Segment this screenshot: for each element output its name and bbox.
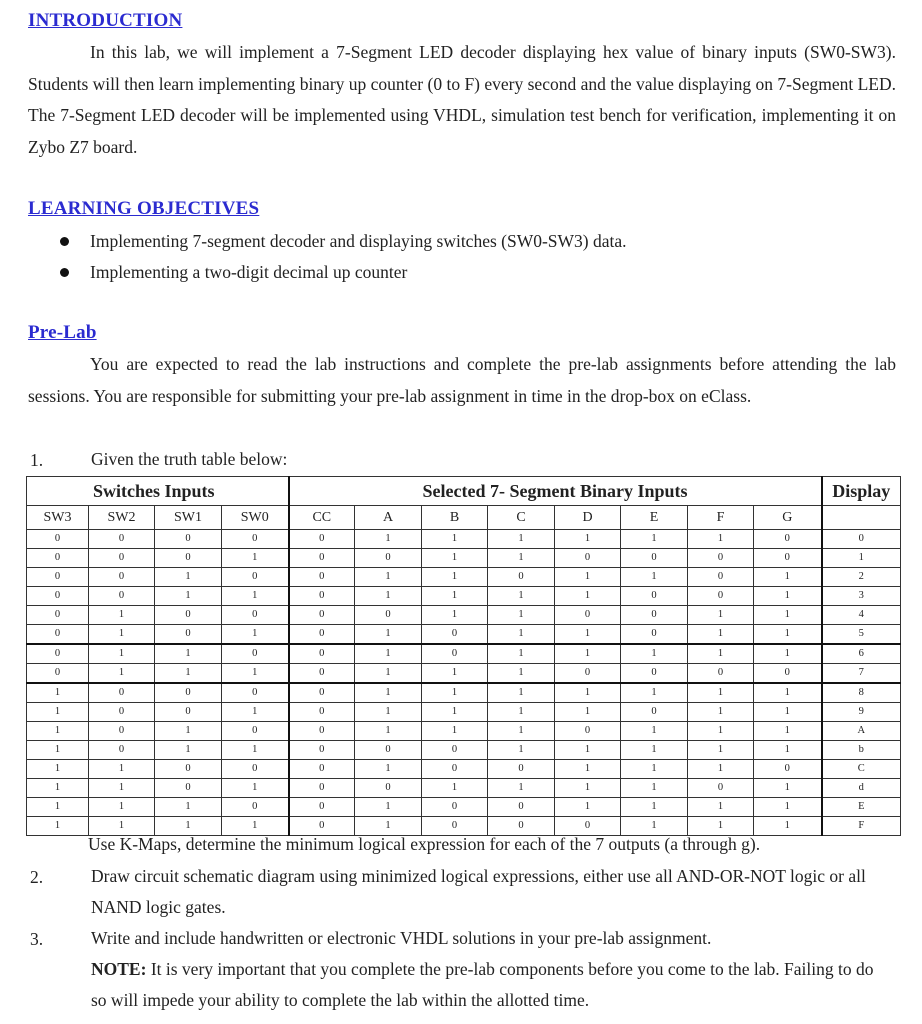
table-row [27, 683, 901, 703]
table-cell: 0 [155, 530, 222, 549]
table-cell: 0 [155, 760, 222, 779]
table-cell: 1 [155, 722, 222, 741]
table-cell: 1 [155, 664, 222, 684]
table-cell: 0 [754, 549, 822, 568]
table-cell: 1 [27, 683, 89, 703]
bullet-icon [60, 237, 69, 246]
table-cell: 1 [488, 644, 555, 664]
table-cell: 1 [555, 760, 621, 779]
column-header: CC [289, 506, 355, 530]
table-cell: 0 [289, 568, 355, 587]
step-text: Given the truth table below: [91, 449, 288, 469]
step-number: 3. [30, 929, 44, 949]
column-header: E [621, 506, 688, 530]
table-cell: 1 [355, 683, 422, 703]
table-cell: 1 [89, 606, 155, 625]
table-cell: 1 [488, 722, 555, 741]
table-cell: 0 [289, 644, 355, 664]
table-cell: 0 [621, 606, 688, 625]
segment-inputs-header: Selected 7- Segment Binary Inputs [289, 477, 822, 506]
table-cell: 1 [688, 817, 754, 836]
table-cell: 1 [488, 779, 555, 798]
table-row [27, 741, 901, 760]
column-header: SW3 [27, 506, 89, 530]
display-cell: 4 [822, 606, 901, 625]
column-header: SW0 [222, 506, 289, 530]
table-cell: 0 [155, 606, 222, 625]
table-cell: 1 [688, 530, 754, 549]
switches-inputs-header: Switches Inputs [27, 477, 289, 506]
table-cell: 1 [89, 664, 155, 684]
table-cell: 1 [355, 644, 422, 664]
table-cell: 1 [27, 741, 89, 760]
table-cell: 0 [222, 568, 289, 587]
table-cell: 0 [222, 683, 289, 703]
display-cell: 2 [822, 568, 901, 587]
introduction-heading: INTRODUCTION [28, 10, 183, 31]
table-cell: 1 [754, 644, 822, 664]
table-cell: 0 [289, 798, 355, 817]
table-cell: 0 [89, 722, 155, 741]
table-cell: 0 [27, 644, 89, 664]
table-cell: 0 [289, 530, 355, 549]
table-cell: 0 [688, 779, 754, 798]
table-cell: 1 [422, 568, 488, 587]
table-cell: 1 [27, 817, 89, 836]
table-cell: 1 [222, 587, 289, 606]
table-cell: 1 [488, 549, 555, 568]
table-row [27, 779, 901, 798]
table-cell: 0 [621, 664, 688, 684]
table-cell: 1 [155, 644, 222, 664]
table-cell: 0 [621, 625, 688, 645]
table-cell: 1 [89, 817, 155, 836]
table-cell: 0 [155, 779, 222, 798]
table-cell: 0 [621, 703, 688, 722]
table-cell: 1 [555, 683, 621, 703]
objective-item: Implementing a two-digit decimal up counter [58, 257, 627, 288]
table-cell: 1 [155, 817, 222, 836]
table-cell: 0 [89, 587, 155, 606]
objective-item: Implementing 7-segment decoder and displaying switches (SW0-SW3) data. [58, 226, 627, 257]
table-cell: 1 [355, 798, 422, 817]
table-cell: 1 [688, 683, 754, 703]
display-cell: 5 [822, 625, 901, 645]
table-cell: 0 [289, 549, 355, 568]
table-cell: 0 [155, 625, 222, 645]
table-cell: 1 [222, 817, 289, 836]
column-header: F [688, 506, 754, 530]
table-cell: 0 [289, 703, 355, 722]
kmap-instruction: Use K-Maps, determine the minimum logical expression for each of the 7 outputs (a through g). [88, 834, 761, 854]
table-cell: 1 [222, 703, 289, 722]
table-cell: 0 [289, 683, 355, 703]
table-cell: 1 [222, 664, 289, 684]
column-header: SW2 [89, 506, 155, 530]
table-row [27, 722, 901, 741]
table-cell: 1 [422, 606, 488, 625]
table-cell: 1 [27, 722, 89, 741]
table-cell: 1 [555, 703, 621, 722]
table-cell: 1 [488, 530, 555, 549]
table-cell: 1 [488, 664, 555, 684]
table-cell: 0 [488, 760, 555, 779]
table-row [27, 644, 901, 664]
table-cell: 0 [27, 664, 89, 684]
table-cell: 1 [488, 606, 555, 625]
table-cell: 1 [754, 683, 822, 703]
truth-table [26, 476, 901, 836]
table-cell: 1 [355, 703, 422, 722]
table-row [27, 568, 901, 587]
column-header: C [488, 506, 555, 530]
table-cell: 1 [621, 722, 688, 741]
table-cell: 1 [688, 722, 754, 741]
table-cell: 1 [422, 587, 488, 606]
table-cell: 1 [355, 530, 422, 549]
table-cell: 1 [422, 530, 488, 549]
truth-table-group-header-row [27, 477, 901, 506]
table-cell: 0 [422, 817, 488, 836]
step-text: Write and include handwritten or electronic VHDL solutions in your pre-lab assignment. [91, 928, 712, 948]
table-cell: 1 [754, 625, 822, 645]
display-header: Display [822, 477, 901, 506]
table-cell: 1 [688, 625, 754, 645]
table-cell: 0 [555, 722, 621, 741]
truth-table-body [27, 506, 901, 836]
table-cell: 1 [688, 741, 754, 760]
display-cell: 9 [822, 703, 901, 722]
table-cell: 1 [621, 644, 688, 664]
table-cell: 1 [27, 798, 89, 817]
table-cell: 0 [289, 625, 355, 645]
display-cell: 3 [822, 587, 901, 606]
table-cell: 1 [688, 703, 754, 722]
display-cell: b [822, 741, 901, 760]
table-cell: 1 [488, 741, 555, 760]
table-row [27, 606, 901, 625]
column-header: D [555, 506, 621, 530]
table-cell: 0 [89, 703, 155, 722]
table-cell: 1 [422, 683, 488, 703]
introduction-paragraph: In this lab, we will implement a 7-Segment LED decoder displaying hex value of binary inputs (SW0-SW3). Students will then learn implementing binary up counter (0 to F) every second and the value displaying on 7-Segment LED. The 7-Segment LED decoder will be implemented using VHDL, simulation test bench for verification, implementing it on Zybo Z7 board. [28, 42, 897, 157]
table-cell: 0 [89, 549, 155, 568]
table-cell: 0 [488, 568, 555, 587]
table-cell: 1 [754, 703, 822, 722]
table-cell: 0 [355, 779, 422, 798]
table-cell: 1 [555, 530, 621, 549]
table-cell: 1 [688, 606, 754, 625]
table-cell: 0 [89, 683, 155, 703]
table-cell: 1 [422, 722, 488, 741]
table-cell: 1 [488, 587, 555, 606]
table-cell: 0 [555, 549, 621, 568]
table-cell: 1 [555, 568, 621, 587]
table-cell: 0 [222, 760, 289, 779]
table-cell: 0 [688, 568, 754, 587]
table-cell: 0 [27, 587, 89, 606]
table-cell: 1 [89, 760, 155, 779]
table-cell: 1 [688, 798, 754, 817]
table-cell: 0 [289, 722, 355, 741]
table-cell: 0 [27, 530, 89, 549]
table-cell: 0 [27, 625, 89, 645]
table-cell: 0 [621, 587, 688, 606]
table-row [27, 530, 901, 549]
table-cell: 0 [155, 683, 222, 703]
table-cell: 0 [555, 664, 621, 684]
table-cell: 0 [688, 587, 754, 606]
table-row [27, 760, 901, 779]
table-row [27, 549, 901, 568]
table-cell: 1 [555, 625, 621, 645]
table-cell: 1 [621, 568, 688, 587]
table-cell: 1 [89, 644, 155, 664]
step-text: Draw circuit schematic diagram using minimized logical expressions, either use all AND-OR-NOT logic or all NAND logic gates. [91, 866, 866, 917]
table-cell: 0 [355, 549, 422, 568]
column-header: B [422, 506, 488, 530]
table-row [27, 798, 901, 817]
table-cell: 0 [422, 625, 488, 645]
table-cell: 1 [754, 779, 822, 798]
table-cell: 1 [355, 587, 422, 606]
table-cell: 1 [155, 568, 222, 587]
table-cell: 0 [754, 530, 822, 549]
table-cell: 0 [422, 798, 488, 817]
table-cell: 0 [422, 760, 488, 779]
display-cell: 1 [822, 549, 901, 568]
table-cell: 1 [621, 760, 688, 779]
learning-objectives-heading: LEARNING OBJECTIVES [28, 198, 260, 219]
table-cell: 0 [89, 568, 155, 587]
table-cell: 1 [222, 625, 289, 645]
table-cell: 0 [27, 606, 89, 625]
table-cell: 0 [155, 703, 222, 722]
table-cell: 0 [155, 549, 222, 568]
table-cell: 0 [289, 741, 355, 760]
table-row [27, 587, 901, 606]
table-cell: 1 [688, 760, 754, 779]
table-cell: 1 [355, 817, 422, 836]
table-cell: 1 [555, 644, 621, 664]
table-cell: 1 [621, 741, 688, 760]
table-cell: 0 [688, 549, 754, 568]
display-cell: 8 [822, 683, 901, 703]
table-cell: 1 [754, 798, 822, 817]
table-cell: 1 [688, 644, 754, 664]
display-cell: F [822, 817, 901, 836]
table-cell: 0 [289, 664, 355, 684]
table-cell: 1 [488, 703, 555, 722]
table-cell: 0 [488, 798, 555, 817]
table-cell: 1 [222, 779, 289, 798]
table-cell: 1 [754, 568, 822, 587]
table-cell: 0 [27, 568, 89, 587]
table-cell: 1 [555, 587, 621, 606]
table-cell: 0 [222, 530, 289, 549]
prelab-paragraph: You are expected to read the lab instructions and complete the pre-lab assignments before attending the lab sessions. You are responsible for submitting your pre-lab assignment in time in the drop-box on eClass. [28, 354, 896, 406]
table-cell: 1 [355, 760, 422, 779]
table-cell: 1 [422, 549, 488, 568]
table-cell: 0 [621, 549, 688, 568]
table-cell: 1 [89, 798, 155, 817]
table-cell: 1 [89, 625, 155, 645]
table-cell: 0 [222, 798, 289, 817]
display-cell: d [822, 779, 901, 798]
display-cell: A [822, 722, 901, 741]
table-cell: 1 [355, 722, 422, 741]
table-cell: 0 [754, 664, 822, 684]
table-cell: 1 [422, 664, 488, 684]
table-cell: 1 [621, 530, 688, 549]
display-cell: 7 [822, 664, 901, 684]
table-cell: 0 [289, 606, 355, 625]
table-cell: 1 [27, 779, 89, 798]
table-cell: 1 [222, 549, 289, 568]
table-cell: 1 [555, 798, 621, 817]
table-cell: 0 [289, 779, 355, 798]
table-cell: 1 [222, 741, 289, 760]
table-cell: 1 [422, 703, 488, 722]
step-number: 1. [30, 450, 44, 470]
table-cell: 1 [155, 587, 222, 606]
display-cell: E [822, 798, 901, 817]
table-cell: 1 [754, 722, 822, 741]
table-cell: 0 [754, 760, 822, 779]
column-header: SW1 [155, 506, 222, 530]
table-cell: 1 [555, 741, 621, 760]
table-cell: 1 [355, 664, 422, 684]
table-cell: 0 [422, 644, 488, 664]
step-number: 2. [30, 867, 44, 887]
table-cell: 1 [488, 625, 555, 645]
table-cell: 1 [89, 779, 155, 798]
table-cell: 1 [27, 703, 89, 722]
table-cell: 0 [222, 606, 289, 625]
bullet-icon [60, 268, 69, 277]
note-label: NOTE: [91, 959, 147, 979]
table-cell: 0 [89, 741, 155, 760]
table-cell: 0 [222, 644, 289, 664]
table-cell: 1 [422, 779, 488, 798]
table-cell: 0 [289, 587, 355, 606]
note-paragraph [91, 954, 891, 1016]
table-cell: 0 [488, 817, 555, 836]
table-cell: 1 [27, 760, 89, 779]
table-row [27, 664, 901, 684]
column-header: A [355, 506, 422, 530]
column-header: G [754, 506, 822, 530]
table-cell: 0 [89, 530, 155, 549]
table-cell: 0 [555, 606, 621, 625]
table-cell: 1 [621, 779, 688, 798]
note-text: It is very important that you complete the pre-lab components before you come to the lab. Failing to do so will impede your ability to complete the lab within the allotted time. [91, 959, 874, 1010]
table-cell: 1 [621, 683, 688, 703]
display-cell: C [822, 760, 901, 779]
objectives-list [58, 226, 627, 288]
table-cell: 0 [688, 664, 754, 684]
table-cell: 1 [555, 779, 621, 798]
table-cell: 0 [355, 741, 422, 760]
table-cell: 1 [155, 741, 222, 760]
table-cell: 0 [289, 817, 355, 836]
table-row [27, 703, 901, 722]
table-cell: 1 [621, 817, 688, 836]
display-cell: 0 [822, 530, 901, 549]
table-cell: 0 [355, 606, 422, 625]
truth-table-column-header-row [27, 506, 901, 530]
table-cell: 0 [555, 817, 621, 836]
table-cell: 1 [621, 798, 688, 817]
table-cell: 1 [754, 817, 822, 836]
table-cell: 0 [289, 760, 355, 779]
table-cell: 1 [754, 741, 822, 760]
table-cell: 1 [488, 683, 555, 703]
table-cell: 1 [355, 568, 422, 587]
table-cell: 1 [754, 606, 822, 625]
table-cell: 0 [422, 741, 488, 760]
display-cell: 6 [822, 644, 901, 664]
table-cell: 1 [155, 798, 222, 817]
prelab-heading: Pre-Lab [28, 322, 97, 343]
table-cell: 1 [754, 587, 822, 606]
table-cell: 0 [27, 549, 89, 568]
table-cell: 0 [222, 722, 289, 741]
column-header [822, 506, 901, 530]
table-cell: 1 [355, 625, 422, 645]
table-row [27, 625, 901, 645]
